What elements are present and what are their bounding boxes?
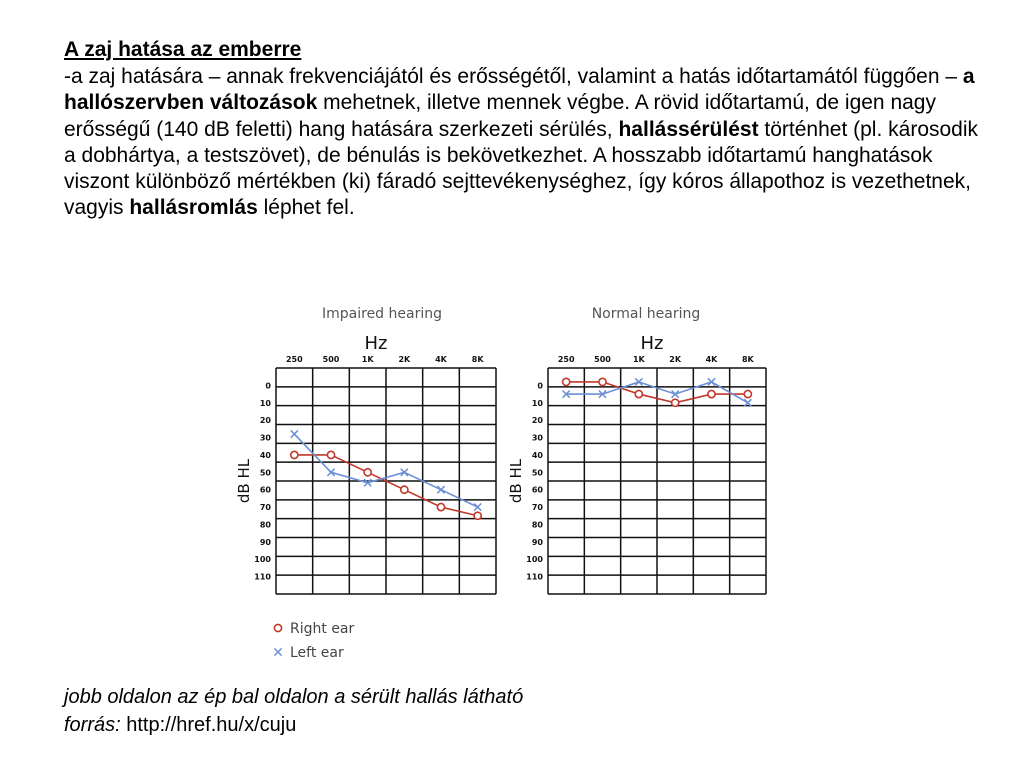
y-tick-label: 40 (259, 450, 271, 460)
chart-title: Normal hearing (591, 306, 701, 322)
legend-cross-icon (274, 648, 281, 655)
y-tick-label: 110 (526, 572, 543, 582)
audiogram-normal (507, 306, 766, 594)
y-tick-label: 60 (531, 485, 543, 495)
body-text-part-4: léphet fel. (257, 196, 355, 220)
data-point-left-ear (635, 378, 642, 385)
y-tick-label: 50 (531, 468, 543, 478)
x-tick-label: 2K (669, 355, 682, 364)
y-tick-label: 30 (531, 433, 543, 443)
bold-phrase-hallásromlás: hallásromlás (129, 196, 258, 220)
x-tick-label: 250 (285, 355, 303, 364)
x-tick-label: 8K (471, 355, 484, 364)
y-tick-label: 90 (259, 537, 271, 547)
data-point-left-ear (672, 390, 679, 397)
data-point-right-ear (599, 378, 606, 385)
x-tick-label: 4K (705, 355, 718, 364)
y-tick-label: 0 (537, 381, 543, 391)
legend-circle-icon (274, 624, 281, 631)
chart-title: Impaired hearing (322, 306, 442, 322)
x-axis-label: Hz (640, 333, 664, 354)
y-tick-label: 70 (259, 503, 271, 513)
data-point-right-ear (708, 390, 715, 397)
y-tick-label: 80 (531, 520, 543, 530)
y-axis-label: dB HL (235, 458, 253, 504)
data-point-right-ear (744, 390, 751, 397)
y-tick-label: 90 (531, 537, 543, 547)
data-point-right-ear (401, 486, 408, 493)
y-tick-label: 20 (531, 416, 543, 426)
y-tick-label: 50 (259, 468, 271, 478)
data-point-right-ear (364, 469, 371, 476)
data-point-right-ear (635, 390, 642, 397)
x-tick-label: 500 (594, 355, 611, 364)
body-text-part-3: történhet (pl. károsodik a dobhártya, a testszövet), de bénulás is bekövetkezhet. A hosszabb időtartamú hanghatások viszont különböző mértékben (ki) fáradó sejttevékenységhez, így kóros állapothoz is vezethetnek, vagyis (64, 117, 979, 220)
y-tick-label: 70 (531, 503, 543, 513)
data-point-right-ear (563, 378, 570, 385)
y-tick-label: 110 (254, 572, 271, 582)
y-tick-label: 10 (259, 398, 271, 408)
y-tick-label: 80 (259, 520, 271, 530)
body-text-part-1: -a zaj hatására – annak frekvenciájától és erősségétől, valamint a hatás időtartamától függően – (64, 65, 963, 88)
y-tick-label: 20 (259, 416, 271, 426)
source-url: http://href.hu/x/cuju (120, 714, 297, 736)
x-tick-label: 4K (435, 355, 447, 364)
x-tick-label: 1K (632, 355, 645, 364)
data-point-right-ear (327, 451, 334, 458)
x-tick-label: 8K (741, 355, 754, 364)
y-tick-label: 40 (531, 450, 543, 460)
x-tick-label: 2K (398, 355, 411, 364)
figure-caption: jobb oldalon az ép bal oldalon a sérült hallás látható (64, 686, 524, 708)
data-point-left-ear (474, 503, 481, 510)
data-point-right-ear (672, 399, 679, 406)
y-tick-label: 0 (265, 381, 271, 391)
source-line (64, 712, 296, 739)
data-point-right-ear (291, 451, 298, 458)
legend-label: Left ear (290, 645, 344, 661)
legend-label: Right ear (290, 621, 355, 637)
data-point-left-ear (437, 486, 444, 493)
bold-phrase-hallássérülés: hallássérülést (618, 117, 759, 141)
y-axis-label: dB HL (507, 458, 525, 504)
bold-phrase-hallószerv: a hallószervben változások (64, 65, 975, 115)
data-point-right-ear (437, 503, 444, 510)
y-tick-label: 10 (531, 398, 543, 408)
slide-title: A zaj hatása az emberre (64, 38, 302, 61)
y-tick-label: 100 (526, 555, 543, 565)
chart-legend (274, 621, 354, 661)
audiogram-impaired (235, 306, 496, 594)
y-tick-label: 100 (254, 555, 271, 565)
y-tick-label: 30 (259, 433, 271, 443)
data-point-left-ear (291, 430, 298, 437)
x-axis-label: Hz (364, 333, 388, 354)
x-tick-label: 500 (322, 355, 340, 364)
data-point-left-ear (708, 378, 715, 385)
x-tick-label: 250 (557, 355, 575, 364)
body-text-part-2: mehetnek, illetve mennek végbe. A rövid időtartamú, de igen nagy erősségű (140 dB feletti) hang hatására szerkezeti sérülés, (64, 91, 936, 141)
source-label: forrás: (64, 714, 121, 736)
x-tick-label: 1K (361, 355, 374, 364)
y-tick-label: 60 (259, 485, 271, 495)
data-point-right-ear (474, 512, 481, 519)
